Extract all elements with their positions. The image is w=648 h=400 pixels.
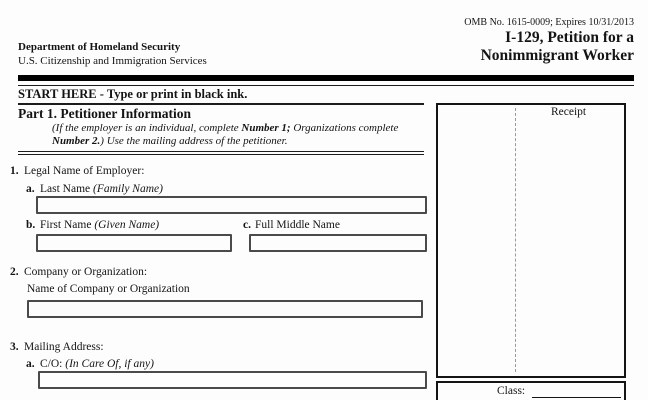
item3a-label-note: (In Care Of, if any) [65,358,154,370]
part1-heading: Part 1. Petitioner Information [18,106,191,121]
item1b-letter: b. [26,219,36,231]
form-title-line1: I-129, Petition for a [505,29,634,46]
item3a-label: C/O: (In Care Of, if any) [40,358,154,370]
item1b-label: First Name (Given Name) [40,219,160,231]
middle-name-input[interactable] [249,234,427,252]
class-label: Class: [497,385,526,397]
item2-field-label: Name of Company or Organization [27,283,190,295]
note-seg: (If the employer is an individual, complete [52,122,242,134]
header-divider-thin-rule [18,85,634,86]
item1a-label-note: (Family Name) [93,183,163,195]
item1a-label: Last Name (Family Name) [40,183,163,195]
note-bold-number1: Number 1; [241,122,291,134]
receipt-label: Receipt [551,106,587,118]
last-name-input[interactable] [36,196,427,214]
receipt-box-dashed-divider [515,108,516,372]
part1-note-line2 [52,135,287,147]
item3-number: 3. [10,341,19,353]
receipt-box [436,103,626,378]
form-title-line2: Nonimmigrant Worker [480,47,634,64]
class-fill-in-line [532,397,621,398]
agency-name: Department of Homeland Security [18,41,181,53]
part1-note-line1 [52,122,398,134]
start-here-instruction: START HERE - Type or print in black ink. [18,87,248,101]
part1-double-rule-top [18,151,424,152]
part1-double-rule-bottom [18,154,424,155]
company-name-input[interactable] [27,300,423,318]
item2-number: 2. [10,266,19,278]
item3-label: Mailing Address: [24,341,104,353]
item1-number: 1. [10,165,19,177]
agency-subname: U.S. Citizenship and Immigration Services [18,55,207,67]
start-here-underline [18,103,424,105]
omb-number: OMB No. 1615-0009; Expires 10/31/2013 [464,17,634,28]
item3a-letter: a. [26,358,35,370]
note-seg: ) Use the mailing address of the petitioner. [100,135,288,147]
item1c-letter: c. [243,219,251,231]
first-name-input[interactable] [36,234,232,252]
header-divider-bar [18,75,634,81]
note-bold-number2: Number 2. [52,135,101,147]
item1-label: Legal Name of Employer: [24,165,145,177]
care-of-input[interactable] [38,371,427,389]
item2-label: Company or Organization: [24,266,148,278]
item1a-letter: a. [26,183,35,195]
note-seg: Organizations complete [290,122,399,134]
item1c-label: Full Middle Name [255,219,340,231]
item1b-label-note: (Given Name) [94,219,160,231]
